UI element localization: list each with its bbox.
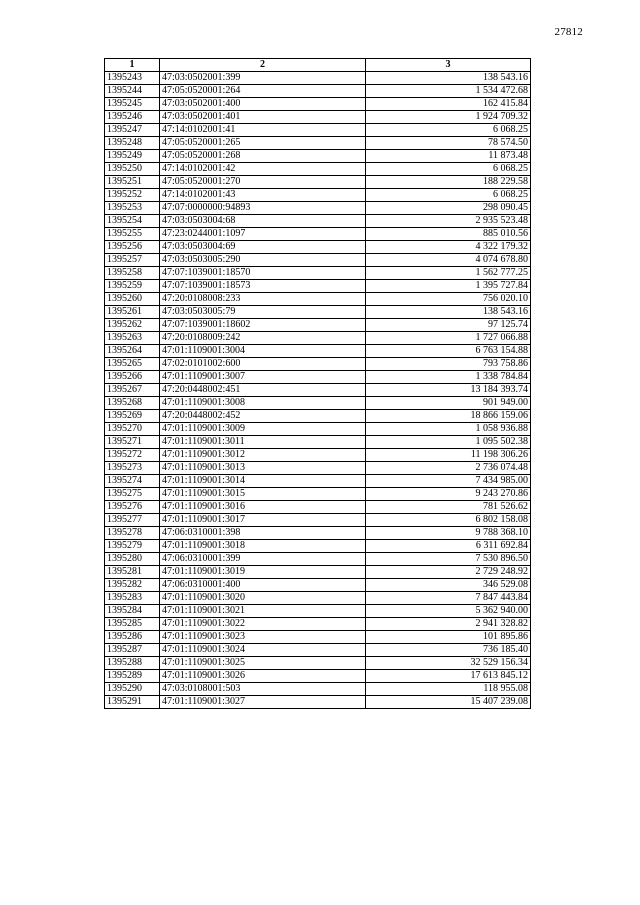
- value-cell: 6 068.25: [366, 163, 531, 176]
- table-row: [105, 696, 531, 709]
- cadastral-number-cell: 47:01:1109001:3016: [160, 501, 366, 514]
- cadastral-number-cell: 47:01:1109001:3008: [160, 397, 366, 410]
- row-number-cell: 1395257: [105, 254, 160, 267]
- table-row: [105, 553, 531, 566]
- cadastral-number-cell: 47:01:1109001:3024: [160, 644, 366, 657]
- table-row: [105, 306, 531, 319]
- row-number-cell: 1395271: [105, 436, 160, 449]
- cadastral-number-cell: 47:14:0102001:41: [160, 124, 366, 137]
- cadastral-number-cell: 47:03:0503004:69: [160, 241, 366, 254]
- value-cell: 2 941 328.82: [366, 618, 531, 631]
- value-cell: 6 068.25: [366, 124, 531, 137]
- value-cell: 2 736 074.48: [366, 462, 531, 475]
- cadastral-number-cell: 47:01:1109001:3013: [160, 462, 366, 475]
- table-row: [105, 644, 531, 657]
- row-number-cell: 1395269: [105, 410, 160, 423]
- row-number-cell: 1395279: [105, 540, 160, 553]
- row-number-cell: 1395272: [105, 449, 160, 462]
- table-row: [105, 332, 531, 345]
- value-cell: 1 534 472.68: [366, 85, 531, 98]
- value-cell: 118 955.08: [366, 683, 531, 696]
- row-number-cell: 1395276: [105, 501, 160, 514]
- row-number-cell: 1395282: [105, 579, 160, 592]
- value-cell: 11 198 306.26: [366, 449, 531, 462]
- value-cell: 793 758.86: [366, 358, 531, 371]
- cadastral-number-cell: 47:07:1039001:18570: [160, 267, 366, 280]
- row-number-cell: 1395280: [105, 553, 160, 566]
- value-cell: 7 847 443.84: [366, 592, 531, 605]
- row-number-cell: 1395278: [105, 527, 160, 540]
- value-cell: 162 415.84: [366, 98, 531, 111]
- value-cell: 1 562 777.25: [366, 267, 531, 280]
- table-row: [105, 527, 531, 540]
- table-row: [105, 98, 531, 111]
- cadastral-number-cell: 47:02:0101002:600: [160, 358, 366, 371]
- data-table: [104, 58, 531, 709]
- table-row: [105, 280, 531, 293]
- value-cell: 97 125.74: [366, 319, 531, 332]
- column-header-1: 1: [105, 59, 160, 72]
- table-row: [105, 410, 531, 423]
- row-number-cell: 1395264: [105, 345, 160, 358]
- cadastral-number-cell: 47:01:1109001:3027: [160, 696, 366, 709]
- value-cell: 4 322 179.32: [366, 241, 531, 254]
- cadastral-number-cell: 47:06:0310001:400: [160, 579, 366, 592]
- table-row: [105, 423, 531, 436]
- row-number-cell: 1395284: [105, 605, 160, 618]
- table-row: [105, 449, 531, 462]
- cadastral-number-cell: 47:01:1109001:3021: [160, 605, 366, 618]
- table-row: [105, 293, 531, 306]
- table-row: [105, 358, 531, 371]
- row-number-cell: 1395289: [105, 670, 160, 683]
- row-number-cell: 1395243: [105, 72, 160, 85]
- row-number-cell: 1395267: [105, 384, 160, 397]
- value-cell: 7 530 896.50: [366, 553, 531, 566]
- row-number-cell: 1395252: [105, 189, 160, 202]
- value-cell: 6 311 692.84: [366, 540, 531, 553]
- cadastral-number-cell: 47:20:0108008:233: [160, 293, 366, 306]
- row-number-cell: 1395291: [105, 696, 160, 709]
- table-row: [105, 319, 531, 332]
- row-number-cell: 1395290: [105, 683, 160, 696]
- row-number-cell: 1395285: [105, 618, 160, 631]
- table-row: [105, 397, 531, 410]
- value-cell: 11 873.48: [366, 150, 531, 163]
- value-cell: 2 935 523.48: [366, 215, 531, 228]
- value-cell: 188 229.58: [366, 176, 531, 189]
- table-row: [105, 566, 531, 579]
- table-row: [105, 605, 531, 618]
- value-cell: 1 058 936.88: [366, 423, 531, 436]
- table-row: [105, 85, 531, 98]
- cadastral-number-cell: 47:01:1109001:3017: [160, 514, 366, 527]
- table-row: [105, 462, 531, 475]
- row-number-cell: 1395253: [105, 202, 160, 215]
- cadastral-number-cell: 47:03:0503004:68: [160, 215, 366, 228]
- value-cell: 6 068.25: [366, 189, 531, 202]
- cadastral-number-cell: 47:07:1039001:18573: [160, 280, 366, 293]
- value-cell: 346 529.08: [366, 579, 531, 592]
- table-row: [105, 683, 531, 696]
- table-row: [105, 215, 531, 228]
- row-number-cell: 1395273: [105, 462, 160, 475]
- value-cell: 78 574.50: [366, 137, 531, 150]
- table-row: [105, 202, 531, 215]
- value-cell: 18 866 159.06: [366, 410, 531, 423]
- table-row: [105, 475, 531, 488]
- value-cell: 298 090.45: [366, 202, 531, 215]
- value-cell: 2 729 248.92: [366, 566, 531, 579]
- row-number-cell: 1395288: [105, 657, 160, 670]
- cadastral-number-cell: 47:01:1109001:3025: [160, 657, 366, 670]
- table-row: [105, 267, 531, 280]
- value-cell: 1 924 709.32: [366, 111, 531, 124]
- cadastral-number-cell: 47:05:0520001:265: [160, 137, 366, 150]
- row-number-cell: 1395254: [105, 215, 160, 228]
- value-cell: 1 095 502.38: [366, 436, 531, 449]
- table-row: [105, 540, 531, 553]
- value-cell: 138 543.16: [366, 306, 531, 319]
- row-number-cell: 1395277: [105, 514, 160, 527]
- value-cell: 138 543.16: [366, 72, 531, 85]
- row-number-cell: 1395260: [105, 293, 160, 306]
- row-number-cell: 1395259: [105, 280, 160, 293]
- table-row: [105, 371, 531, 384]
- cadastral-number-cell: 47:05:0520001:270: [160, 176, 366, 189]
- table-row: [105, 137, 531, 150]
- value-cell: 101 895.86: [366, 631, 531, 644]
- row-number-cell: 1395266: [105, 371, 160, 384]
- cadastral-number-cell: 47:14:0102001:42: [160, 163, 366, 176]
- row-number-cell: 1395265: [105, 358, 160, 371]
- row-number-cell: 1395248: [105, 137, 160, 150]
- cadastral-number-cell: 47:20:0448002:451: [160, 384, 366, 397]
- value-cell: 6 802 158.08: [366, 514, 531, 527]
- cadastral-number-cell: 47:01:1109001:3004: [160, 345, 366, 358]
- row-number-cell: 1395251: [105, 176, 160, 189]
- cadastral-number-cell: 47:01:1109001:3020: [160, 592, 366, 605]
- table-row: [105, 579, 531, 592]
- column-header-2: 2: [160, 59, 366, 72]
- value-cell: 9 788 368.10: [366, 527, 531, 540]
- table-row: [105, 254, 531, 267]
- row-number-cell: 1395245: [105, 98, 160, 111]
- cadastral-number-cell: 47:20:0448002:452: [160, 410, 366, 423]
- row-number-cell: 1395258: [105, 267, 160, 280]
- value-cell: 901 949.00: [366, 397, 531, 410]
- value-cell: 15 407 239.08: [366, 696, 531, 709]
- cadastral-number-cell: 47:01:1109001:3019: [160, 566, 366, 579]
- row-number-cell: 1395263: [105, 332, 160, 345]
- table-row: [105, 657, 531, 670]
- row-number-cell: 1395268: [105, 397, 160, 410]
- table-row: [105, 436, 531, 449]
- value-cell: 885 010.56: [366, 228, 531, 241]
- row-number-cell: 1395256: [105, 241, 160, 254]
- cadastral-number-cell: 47:03:0503005:290: [160, 254, 366, 267]
- cadastral-number-cell: 47:03:0502001:400: [160, 98, 366, 111]
- table-row: [105, 72, 531, 85]
- table-row: [105, 124, 531, 137]
- value-cell: 1 727 066.88: [366, 332, 531, 345]
- row-number-cell: 1395287: [105, 644, 160, 657]
- row-number-cell: 1395274: [105, 475, 160, 488]
- cadastral-number-cell: 47:01:1109001:3023: [160, 631, 366, 644]
- cadastral-number-cell: 47:01:1109001:3007: [160, 371, 366, 384]
- table-row: [105, 592, 531, 605]
- table-body: [105, 72, 531, 709]
- row-number-cell: 1395262: [105, 319, 160, 332]
- cadastral-number-cell: 47:03:0503005:79: [160, 306, 366, 319]
- row-number-cell: 1395246: [105, 111, 160, 124]
- table-row: [105, 150, 531, 163]
- value-cell: 1 338 784.84: [366, 371, 531, 384]
- table-row: [105, 163, 531, 176]
- column-header-3: 3: [366, 59, 531, 72]
- row-number-cell: 1395247: [105, 124, 160, 137]
- cadastral-number-cell: 47:01:1109001:3011: [160, 436, 366, 449]
- row-number-cell: 1395255: [105, 228, 160, 241]
- cadastral-number-cell: 47:01:1109001:3009: [160, 423, 366, 436]
- value-cell: 32 529 156.34: [366, 657, 531, 670]
- value-cell: 1 395 727.84: [366, 280, 531, 293]
- value-cell: 6 763 154.88: [366, 345, 531, 358]
- cadastral-number-cell: 47:01:1109001:3022: [160, 618, 366, 631]
- value-cell: 13 184 393.74: [366, 384, 531, 397]
- table-row: [105, 189, 531, 202]
- cadastral-number-cell: 47:01:1109001:3014: [160, 475, 366, 488]
- value-cell: 7 434 985.00: [366, 475, 531, 488]
- table-row: [105, 241, 531, 254]
- value-cell: 5 362 940.00: [366, 605, 531, 618]
- cadastral-number-cell: 47:01:1109001:3012: [160, 449, 366, 462]
- cadastral-number-cell: 47:01:1109001:3018: [160, 540, 366, 553]
- value-cell: 17 613 845.12: [366, 670, 531, 683]
- cadastral-number-cell: 47:07:1039001:18602: [160, 319, 366, 332]
- cadastral-number-cell: 47:07:0000000:94893: [160, 202, 366, 215]
- cadastral-number-cell: 47:03:0502001:401: [160, 111, 366, 124]
- table-row: [105, 631, 531, 644]
- row-number-cell: 1395275: [105, 488, 160, 501]
- table-row: [105, 228, 531, 241]
- row-number-cell: 1395286: [105, 631, 160, 644]
- header-row: [105, 59, 531, 72]
- table-row: [105, 670, 531, 683]
- cadastral-number-cell: 47:03:0502001:399: [160, 72, 366, 85]
- cadastral-number-cell: 47:01:1109001:3026: [160, 670, 366, 683]
- row-number-cell: 1395270: [105, 423, 160, 436]
- cadastral-number-cell: 47:05:0520001:264: [160, 85, 366, 98]
- table-row: [105, 501, 531, 514]
- row-number-cell: 1395261: [105, 306, 160, 319]
- cadastral-number-cell: 47:06:0310001:398: [160, 527, 366, 540]
- row-number-cell: 1395250: [105, 163, 160, 176]
- table-row: [105, 384, 531, 397]
- page-number: 27812: [554, 26, 583, 38]
- row-number-cell: 1395281: [105, 566, 160, 579]
- row-number-cell: 1395249: [105, 150, 160, 163]
- cadastral-number-cell: 47:23:0244001:1097: [160, 228, 366, 241]
- table-row: [105, 488, 531, 501]
- value-cell: 756 020.10: [366, 293, 531, 306]
- row-number-cell: 1395244: [105, 85, 160, 98]
- table-row: [105, 345, 531, 358]
- table-row: [105, 176, 531, 189]
- cadastral-number-cell: 47:01:1109001:3015: [160, 488, 366, 501]
- row-number-cell: 1395283: [105, 592, 160, 605]
- table-row: [105, 618, 531, 631]
- value-cell: 781 526.62: [366, 501, 531, 514]
- cadastral-number-cell: 47:03:0108001:503: [160, 683, 366, 696]
- cadastral-number-cell: 47:20:0108009:242: [160, 332, 366, 345]
- table-row: [105, 111, 531, 124]
- table-row: [105, 514, 531, 527]
- value-cell: 4 074 678.80: [366, 254, 531, 267]
- cadastral-number-cell: 47:06:0310001:399: [160, 553, 366, 566]
- cadastral-number-cell: 47:14:0102001:43: [160, 189, 366, 202]
- cadastral-number-cell: 47:05:0520001:268: [160, 150, 366, 163]
- value-cell: 9 243 270.86: [366, 488, 531, 501]
- value-cell: 736 185.40: [366, 644, 531, 657]
